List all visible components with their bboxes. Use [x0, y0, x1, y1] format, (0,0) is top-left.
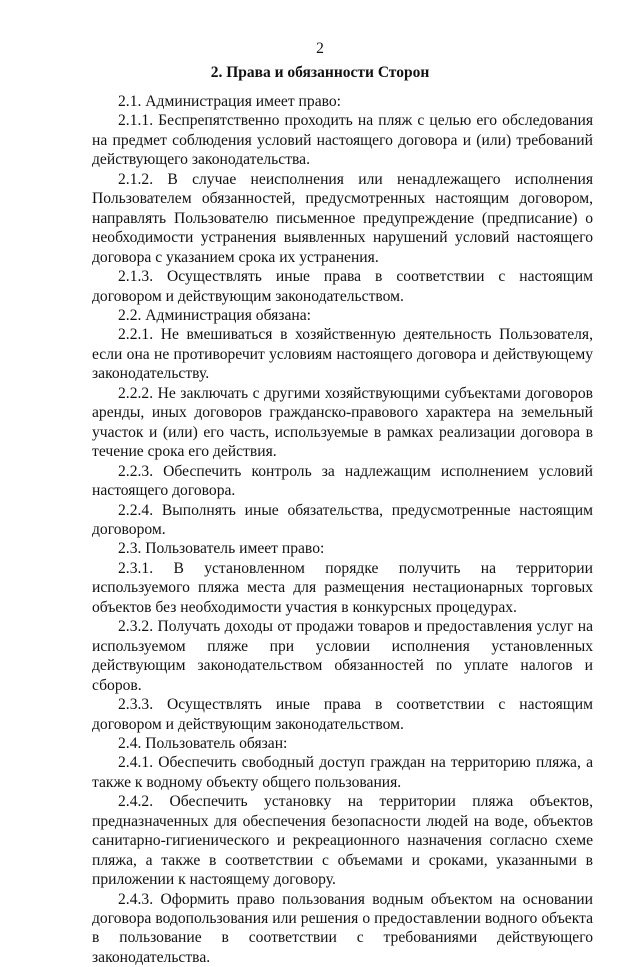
paragraph-2-2-3: 2.2.3. Обеспечить контроль за надлежащим исполнением условий настоящего договора. — [92, 462, 593, 500]
paragraph-2-4-1: 2.4.1. Обеспечить свободный доступ граждан на территорию пляжа, а также к водному объекту общего пользования. — [92, 754, 593, 791]
paragraph-2-1-3: 2.1.3. Осуществлять иные права в соответствии с настоящим договором и действующим законодательством. — [92, 268, 593, 305]
paragraph-2-1: 2.1. Администрация имеет право: — [118, 93, 342, 110]
paragraph-2-2: 2.2. Администрация обязана: — [118, 306, 311, 324]
paragraph-2-4-2: 2.4.2. Обеспечить установку на территории пляжа объектов, предназначенных для обеспечения безопасности людей на воде, объектов санитарно-гигиенического и рекреационного назначения согласно схеме пляжа, а также в соответствии с объемами и сроками, указанными в приложении к настоящему договору. — [92, 793, 593, 889]
paragraph-2-3-2: 2.3.2. Получать доходы от продажи товаров и предоставления услуг на используемом пляже при условии исполнения установленных действующим законодательством обязанностей по уплате налогов и сборов. — [92, 618, 593, 694]
paragraph-2-4: 2.4. Пользователь обязан: — [118, 734, 288, 752]
paragraph-2-3-3: 2.3.3. Осуществлять иные права в соответствии с настоящим договором и действующим законодательством. — [92, 696, 593, 733]
paragraph-2-2-4: 2.2.4. Выполнять иные обязательства, предусмотренные настоящим договором. — [92, 501, 593, 538]
paragraph-2-2-1: 2.2.1. Не вмешиваться в хозяйственную деятельность Пользователя, если она не противоречит условиям настоящего договора и действующему законодательству. — [92, 326, 593, 383]
paragraph-2-3: 2.3. Пользователь имеет право: — [118, 540, 325, 558]
page-number: 2 — [316, 40, 324, 57]
paragraph-2-2-2: 2.2.2. Не заключать с другими хозяйствующими субъектами договоров аренды, иных договоров гражданско-правового характера на земельный участок и (или) его часть, используемые в рамках реализации договора в течение срока его действия. — [92, 384, 593, 461]
paragraph-2-1-2: 2.1.2. В случае неисполнения или ненадлежащего исполнения Пользователем обязанностей, предусмотренных настоящим договором, направлять Пользователю письменное предупреждение (предписание) о необходимости устранения выявленных нарушений условий настоящего договора с указанием срока их устранения. — [92, 170, 593, 266]
paragraph-2-1-1: 2.1.1. Беспрепятственно проходить на пляж с целью его обследования на предмет соблюдения условий настоящего договора и (или) требований действующего законодательства. — [92, 112, 593, 169]
paragraph-2-4-3: 2.4.3. Оформить право пользования водным объектом на основании договора водопользования или решения о предоставлении водного объекта в пользование в соответствии с требованиями действующего законодательства. — [92, 890, 593, 966]
paragraph-2-3-1: 2.3.1. В установленном порядке получить на территории используемого пляжа места для размещения нестационарных торговых объектов без необходимости участия в конкурсных процедурах. — [92, 559, 593, 616]
document-body — [92, 92, 593, 967]
section-heading: 2. Права и обязанности Сторон — [210, 64, 430, 81]
